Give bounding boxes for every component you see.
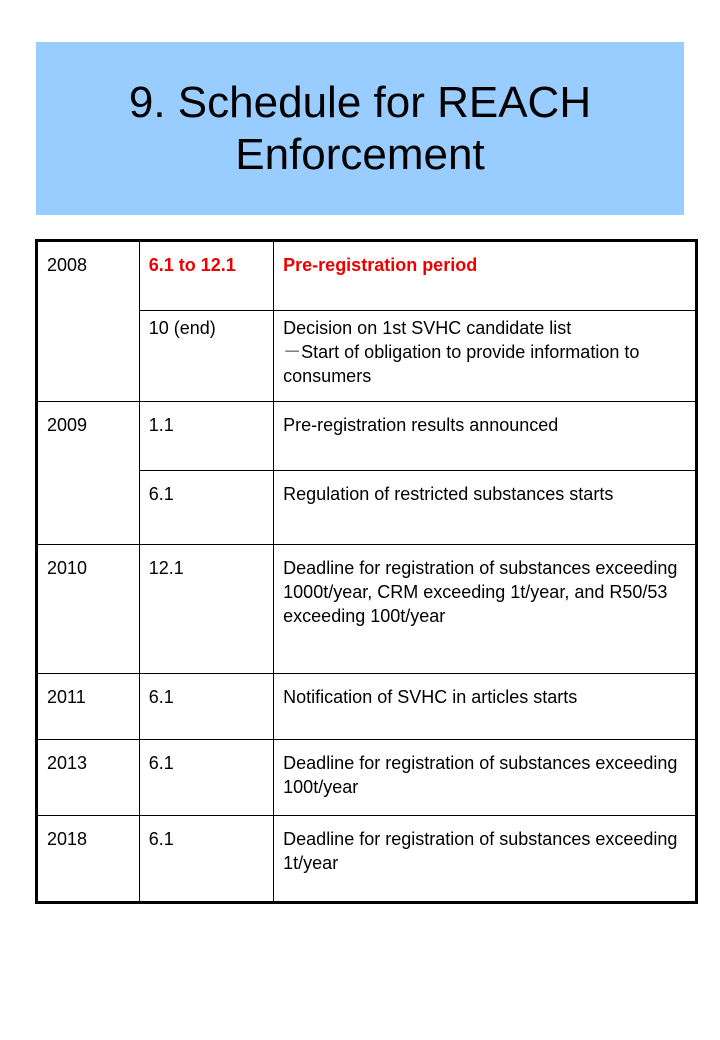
event-cell: [274, 311, 697, 402]
year-cell: 2008: [37, 241, 140, 402]
year-cell: 2009: [37, 402, 140, 545]
table-row: [37, 674, 697, 740]
event-cell: Regulation of restricted substances starts: [274, 471, 697, 545]
date-cell: 6.1: [139, 674, 273, 740]
event-cell: Pre-registration period: [274, 241, 697, 311]
page-title: 9. Schedule for REACH Enforcement: [128, 77, 592, 179]
date-cell: 12.1: [139, 545, 273, 674]
event-cell: Pre-registration results announced: [274, 402, 697, 471]
year-cell: 2010: [37, 545, 140, 674]
event-cell: Notification of SVHC in articles starts: [274, 674, 697, 740]
date-cell: 6.1 to 12.1: [139, 241, 273, 311]
event-cell: Deadline for registration of substances exceeding 1000t/year, CRM exceeding 1t/year, and R50/53 exceeding 100t/year: [274, 545, 697, 674]
event-text-continued: －Start of obligation to provide information to consumers: [283, 342, 640, 386]
table-row: [37, 740, 697, 816]
event-text: Decision on 1st SVHC candidate list: [283, 318, 572, 338]
table-row: [37, 241, 697, 311]
year-cell: 2011: [37, 674, 140, 740]
table-row: [37, 402, 697, 471]
date-cell: 10 (end): [139, 311, 273, 402]
event-cell: Deadline for registration of substances exceeding 100t/year: [274, 740, 697, 816]
table-row: [37, 816, 697, 903]
date-cell: 6.1: [139, 740, 273, 816]
year-cell: 2018: [37, 816, 140, 903]
date-cell: 6.1: [139, 471, 273, 545]
date-cell: 1.1: [139, 402, 273, 471]
date-cell: 6.1: [139, 816, 273, 903]
event-cell: Deadline for registration of substances exceeding 1t/year: [274, 816, 697, 903]
title-banner: [36, 42, 684, 215]
schedule-table: [35, 239, 698, 904]
year-cell: 2013: [37, 740, 140, 816]
table-row: [37, 545, 697, 674]
